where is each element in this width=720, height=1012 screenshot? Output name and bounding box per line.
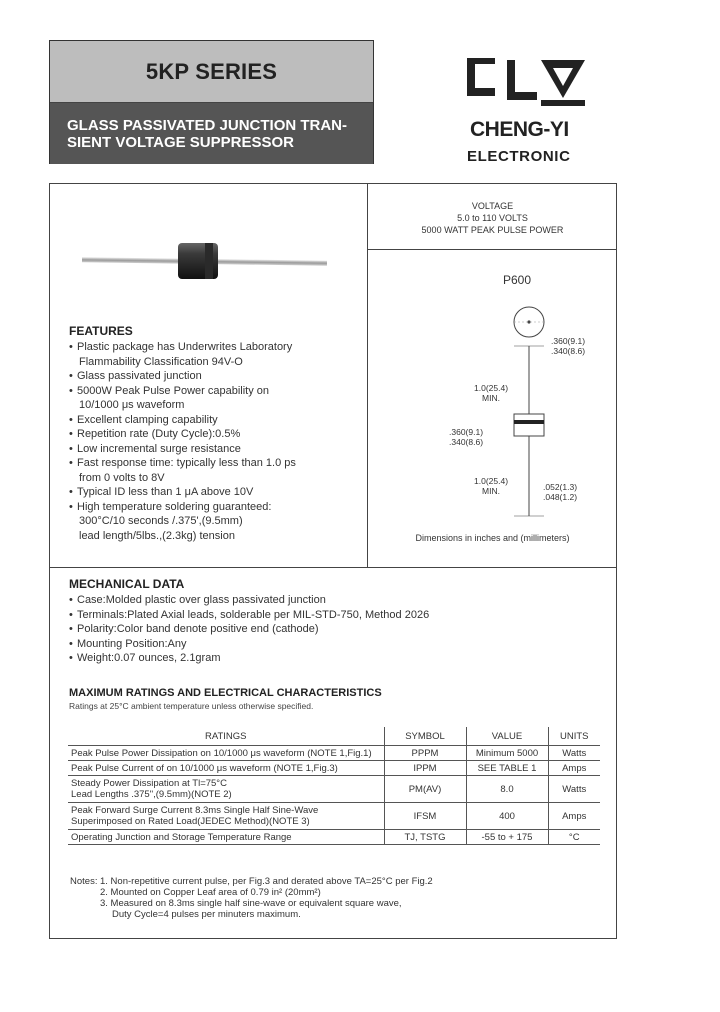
table-row bbox=[68, 803, 600, 830]
mechanical-item: • Weight:0.07 ounces, 2.1gram bbox=[69, 651, 429, 666]
notes-label: Notes: bbox=[70, 876, 98, 887]
feature-item: • High temperature soldering guaranteed: bbox=[69, 500, 296, 515]
mechanical-heading: MECHANICAL DATA bbox=[69, 577, 185, 591]
dimension-caption: Dimensions in inches and (millimeters) bbox=[415, 533, 570, 543]
rating-value: Minimum 5000 bbox=[466, 746, 548, 761]
mechanical-list bbox=[69, 593, 429, 666]
notes bbox=[70, 876, 433, 920]
feature-item: • Excellent clamping capability bbox=[69, 413, 296, 428]
mechanical-item: • Mounting Position:Any bbox=[69, 637, 429, 652]
rating-label bbox=[68, 830, 384, 845]
note-2: 2. Mounted on Copper Leaf area of 0.79 in² (20mm²) bbox=[100, 887, 321, 898]
rating-label-line: Peak Pulse Current of on 10/1000 μs waveform (NOTE 1,Fig.3) bbox=[71, 762, 338, 774]
rating-units: Amps bbox=[548, 761, 600, 776]
table-header-row bbox=[68, 727, 600, 746]
features-list bbox=[69, 340, 296, 543]
rating-units: °C bbox=[548, 830, 600, 845]
col-symbol: SYMBOL bbox=[384, 727, 466, 746]
note-1: 1. Non-repetitive current pulse, per Fig.3 and derated above TA=25°C per Fig.2 bbox=[100, 876, 433, 887]
company-name: CHENG-YI bbox=[470, 118, 569, 141]
company-subname: ELECTRONIC bbox=[467, 148, 571, 165]
dim-body-length: .360(9.1) .340(8.6) bbox=[449, 427, 484, 447]
subtitle-line-1: GLASS PASSIVATED JUNCTION TRAN- bbox=[67, 117, 348, 134]
table-row bbox=[68, 746, 600, 761]
feature-item: • 5000W Peak Pulse Power capability on bbox=[69, 384, 296, 399]
right-divider bbox=[367, 249, 617, 250]
voltage-range: 5.0 to 110 VOLTS bbox=[457, 213, 528, 223]
rating-label-line: Peak Forward Surge Current 8.3ms Single Half Sine-Wave bbox=[71, 805, 319, 816]
rating-symbol: PM(AV) bbox=[384, 776, 466, 803]
voltage-label: VOLTAGE bbox=[471, 201, 514, 211]
rating-units: Watts bbox=[548, 746, 600, 761]
feature-item: • Fast response time: typically less than 1.0 ps bbox=[69, 456, 296, 471]
title-box bbox=[49, 40, 374, 164]
note-3: 3. Measured on 8.3ms single half sine-wave or equivalent square wave, bbox=[100, 898, 402, 909]
package-name: P600 bbox=[503, 273, 532, 287]
rating-label bbox=[68, 746, 384, 761]
table-row bbox=[68, 830, 600, 845]
peak-power: 5000 WATT PEAK PULSE POWER bbox=[421, 225, 564, 235]
rating-symbol: IFSM bbox=[384, 803, 466, 830]
series-title: 5KP SERIES bbox=[145, 58, 278, 84]
feature-item: • Repetition rate (Duty Cycle):0.5% bbox=[69, 427, 296, 442]
dim-lead-length-bottom: 1.0(25.4) MIN. bbox=[474, 476, 509, 496]
feature-item: • Typical ID less than 1 μA above 10V bbox=[69, 485, 296, 500]
vertical-divider bbox=[367, 183, 368, 567]
rating-symbol: IPPM bbox=[384, 761, 466, 776]
rating-label bbox=[68, 761, 384, 776]
dim-lead-length-top: 1.0(25.4) MIN. bbox=[474, 383, 509, 403]
feature-item: Flammability Classification 94V-O bbox=[79, 355, 243, 368]
rating-units: Watts bbox=[548, 776, 600, 803]
rating-label-line: Lead Lengths .375",(9.5mm)(NOTE 2) bbox=[71, 789, 232, 800]
col-ratings: RATINGS bbox=[68, 727, 384, 746]
mechanical-item: • Terminals:Plated Axial leads, solderable per MIL-STD-750, Method 2026 bbox=[69, 608, 429, 623]
col-units: UNITS bbox=[548, 727, 600, 746]
rating-label-line: Peak Pulse Power Dissipation on 10/1000 μs waveform (NOTE 1,Fig.1) bbox=[71, 747, 372, 759]
feature-item: 10/1000 μs waveform bbox=[79, 399, 185, 411]
feature-item: • Plastic package has Underwrites Laboratory bbox=[69, 340, 296, 355]
rating-label-line: Operating Junction and Storage Temperature Range bbox=[71, 831, 292, 843]
table-row bbox=[68, 761, 600, 776]
rating-symbol: PPPM bbox=[384, 746, 466, 761]
rating-label bbox=[68, 776, 384, 803]
dim-diameter: .360(9.1) .340(8.6) bbox=[551, 336, 586, 356]
company-logo-icon bbox=[465, 58, 590, 108]
rating-label bbox=[68, 803, 384, 830]
series-band bbox=[50, 41, 373, 103]
ratings-note: Ratings at 25°C ambient temperature unless otherwise specified. bbox=[69, 701, 314, 711]
feature-item: from 0 volts to 8V bbox=[79, 471, 165, 484]
features-heading: FEATURES bbox=[69, 324, 133, 338]
ratings-table bbox=[68, 727, 600, 845]
table-row bbox=[68, 776, 600, 803]
rating-value: 8.0 bbox=[466, 776, 548, 803]
rating-label-line: Superimposed on Rated Load(JEDEC Method)(NOTE 3) bbox=[71, 816, 310, 827]
rating-units: Amps bbox=[548, 803, 600, 830]
subtitle-line-2: SIENT VOLTAGE SUPPRESSOR bbox=[67, 134, 294, 151]
col-value: VALUE bbox=[466, 727, 548, 746]
mechanical-item: • Polarity:Color band denote positive end (cathode) bbox=[69, 622, 429, 637]
feature-item: • Glass passivated junction bbox=[69, 369, 296, 384]
rating-symbol: TJ, TSTG bbox=[384, 830, 466, 845]
feature-item: 300°C/10 seconds /.375',(9.5mm) bbox=[79, 515, 243, 527]
rating-value: SEE TABLE 1 bbox=[466, 761, 548, 776]
rating-label-line: Steady Power Dissipation at Tl=75°C bbox=[71, 778, 227, 789]
diode-photo bbox=[80, 238, 330, 288]
subtitle-band bbox=[50, 103, 373, 164]
ratings-heading: MAXIMUM RATINGS AND ELECTRICAL CHARACTERISTICS bbox=[69, 687, 382, 699]
feature-item: • Low incremental surge resistance bbox=[69, 442, 296, 457]
feature-item: lead length/5lbs.,(2.3kg) tension bbox=[79, 529, 235, 542]
mechanical-item: • Case:Molded plastic over glass passivated junction bbox=[69, 593, 429, 608]
note-3-continued: Duty Cycle=4 pulses per minuters maximum. bbox=[112, 909, 301, 920]
rating-value: 400 bbox=[466, 803, 548, 830]
section-divider bbox=[49, 567, 617, 568]
dim-lead-diameter: .052(1.3) .048(1.2) bbox=[543, 482, 578, 502]
rating-value: -55 to + 175 bbox=[466, 830, 548, 845]
